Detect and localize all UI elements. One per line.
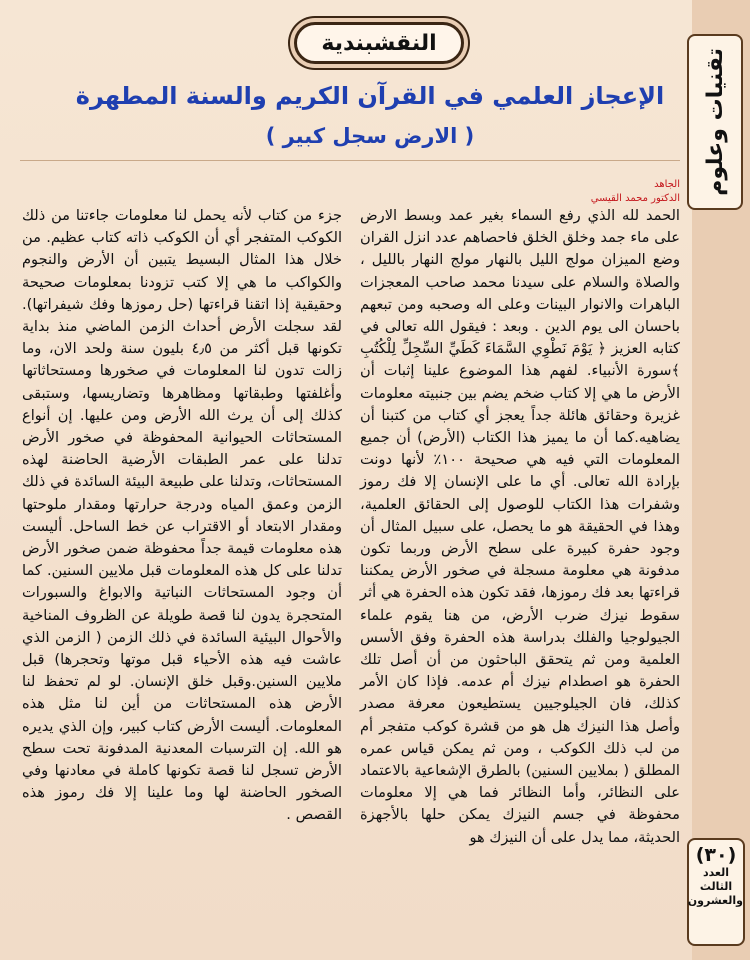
title-divider	[20, 160, 680, 161]
issue-label-3: والعشرون	[687, 894, 743, 907]
byline-line-1: الجاهد	[654, 179, 680, 190]
article-title: الإعجاز العلمي في القرآن الكريم والسنة المطهرة	[75, 82, 665, 110]
magazine-banner	[294, 22, 464, 64]
issue-label-1: العدد	[702, 866, 730, 879]
section-tab	[687, 34, 743, 210]
banner-label: النقشبندية	[321, 30, 437, 56]
issue-number-box	[687, 838, 745, 946]
section-tab-label: تقنيات وعلوم	[702, 48, 728, 196]
article-column-right	[360, 205, 680, 849]
article-subtitle: ( الارض سجل كبير )	[265, 124, 475, 148]
column-left-text: جزء من كتاب لأنه يحمل لنا معلومات جاءتنا من ذلك الكوكب المتفجر أي أن الكوكب ذاته كتاب عظيم. من خلال هذا المثال البسيط يتبين أن الأرض والنجوم والكواكب ما هي إلا كتب تزودنا بمعلومات صحيحة وحقيقية إذا اتقنا قراءتها (حل رموزها وفك شيفراتها). لقد سجلت الأرض أحداث الزمن الماضي منذ بداية تكونها قبل أكثر من ٤٫٥ بليون سنة ولحد الان، وما زالت تدون لنا المعلومات في صخورها ومستحاثاتها وأغلفتها وطبقاتها ومظاهرها وتضاريسها، وستبقى كذلك إلى أن يرث الله الأرض ومن عليها. إن أنواع المستحاثات الحيوانية المحفوظة في صخور الأرض تدلنا على عمر الطبقات الأرضية الحاضنة لهذه المستحاثات، وتدلنا على طبيعة البيئة السائدة في ذلك الزمن وعمق المياه ودرجة حرارتها ومقدار ملوحتها ومقدار الابتعاد أو الاقتراب عن خط الساحل. أليست هذه معلومات قيمة جداً محفوظة ضمن صخور الأرض تدلنا على كل هذه المعلومات قبل ملايين السنين. كما أن وجود المستحاثات النباتية والابواغ والسبورات المتحجرة يدون لنا قصة طويلة عن الظروف المناخية والأحوال البيئية السائدة في ذلك الزمن ( الزمن الذي عاشت فيه هذه الأحياء قبل موتها وتحجرها) قبل ملايين السنين.وقبل خلق الإنسان. لو لم تحفظ لنا الأرض هذه المستحاثات من أين لنا مثل هذه المعلومات. أليست الأرض كتاب كبير، وإن الذي يديره هو الله. إن الترسبات المعدنية المدفونة تحت سطح الأرض تسجل لنا قصة تكونها كاملة في معادنها وفي الصخور الحاضنة لها وما علينا إلا فك رموز هذه القصص .	[22, 207, 342, 824]
byline-line-2: الدكتور محمد القيسي	[590, 193, 680, 204]
issue-number: (٣٠)	[695, 844, 737, 866]
article-column-left	[22, 205, 342, 827]
issue-label-2: الثالث	[699, 880, 733, 893]
column-right-text: الحمد لله الذي رفع السماء بغير عمد وبسط الارض على ماء جمد وخلق الخلق فاحصاهم عدد انزل القران وضع الميزان مولج الليل بالنهار مولج النهار بالليل ، والصلاة والسلام على سيدنا محمد صاحب المعجزات الباهرات والانوار البينات وعلى اله وصحبه ومن تبعهم باحسان الى يوم الدين . وبعد : فيقول الله تعالى في كتابه العزيز ﴿ يَوْمَ نَطْوِي السَّمَاءَ كَطَيِّ السِّجِلِّ لِلْكُتُبِ ﴾سورة الأنبياء. لفهم هذا الموضوع علينا إثبات أن الأرض ما هي إلا كتاب ضخم يضم بين جنبيته معلومات غزيرة وحقائق هائلة جداً يعجز أي كتاب من كتبنا أن يضاهيه.كما أن ما يميز هذا الكتاب (الأرض) أن جميع المعلومات التي فيه هي صحيحة ١٠٠٪ لأنها دونت بإرادة الله تعالى. أي ما على الإنسان إلا فك رموز وشفرات هذا الكتاب للوصول إلى الحقائق العلمية، وهذا في الحقيقة هو ما يحصل، على سبيل المثال أن وجود حفرة كبيرة على سطح الأرض وربما تكون مدفونة هي معلومة مسجلة في صخور الأرض يمكننا قراءتها بعد فك رموزها، فقد تكون هذه الحفرة هي أثر سقوط نيزك ضرب الأرض، من هنا يقوم علماء الجيولوجيا والفلك بدراسة هذه الحفرة وفق الأسس العلمية ومن ثم يتحقق الباحثون من أن أصل تلك الحفرة هو اصطدام نيزك أم عدمه. فإذا كان الأمر كذلك، فان الجيلوجيين يستطيعون معرفة مصدر وأصل هذا النيزك هل هو من قشرة كوكب متفجر أم من لب ذلك الكوكب ، ومن ثم يمكن قياس عمره المطلق ( بملايين السنين) بالطرق الإشعاعية بالاعتماد على النظائر، وأما النظائر فما هي إلا معلومات محفوظة في جسم النيزك يمكن حلها بالأجهزة الحديثة، مما يدل على أن النيزك هو	[360, 207, 680, 846]
author-byline	[520, 178, 680, 206]
